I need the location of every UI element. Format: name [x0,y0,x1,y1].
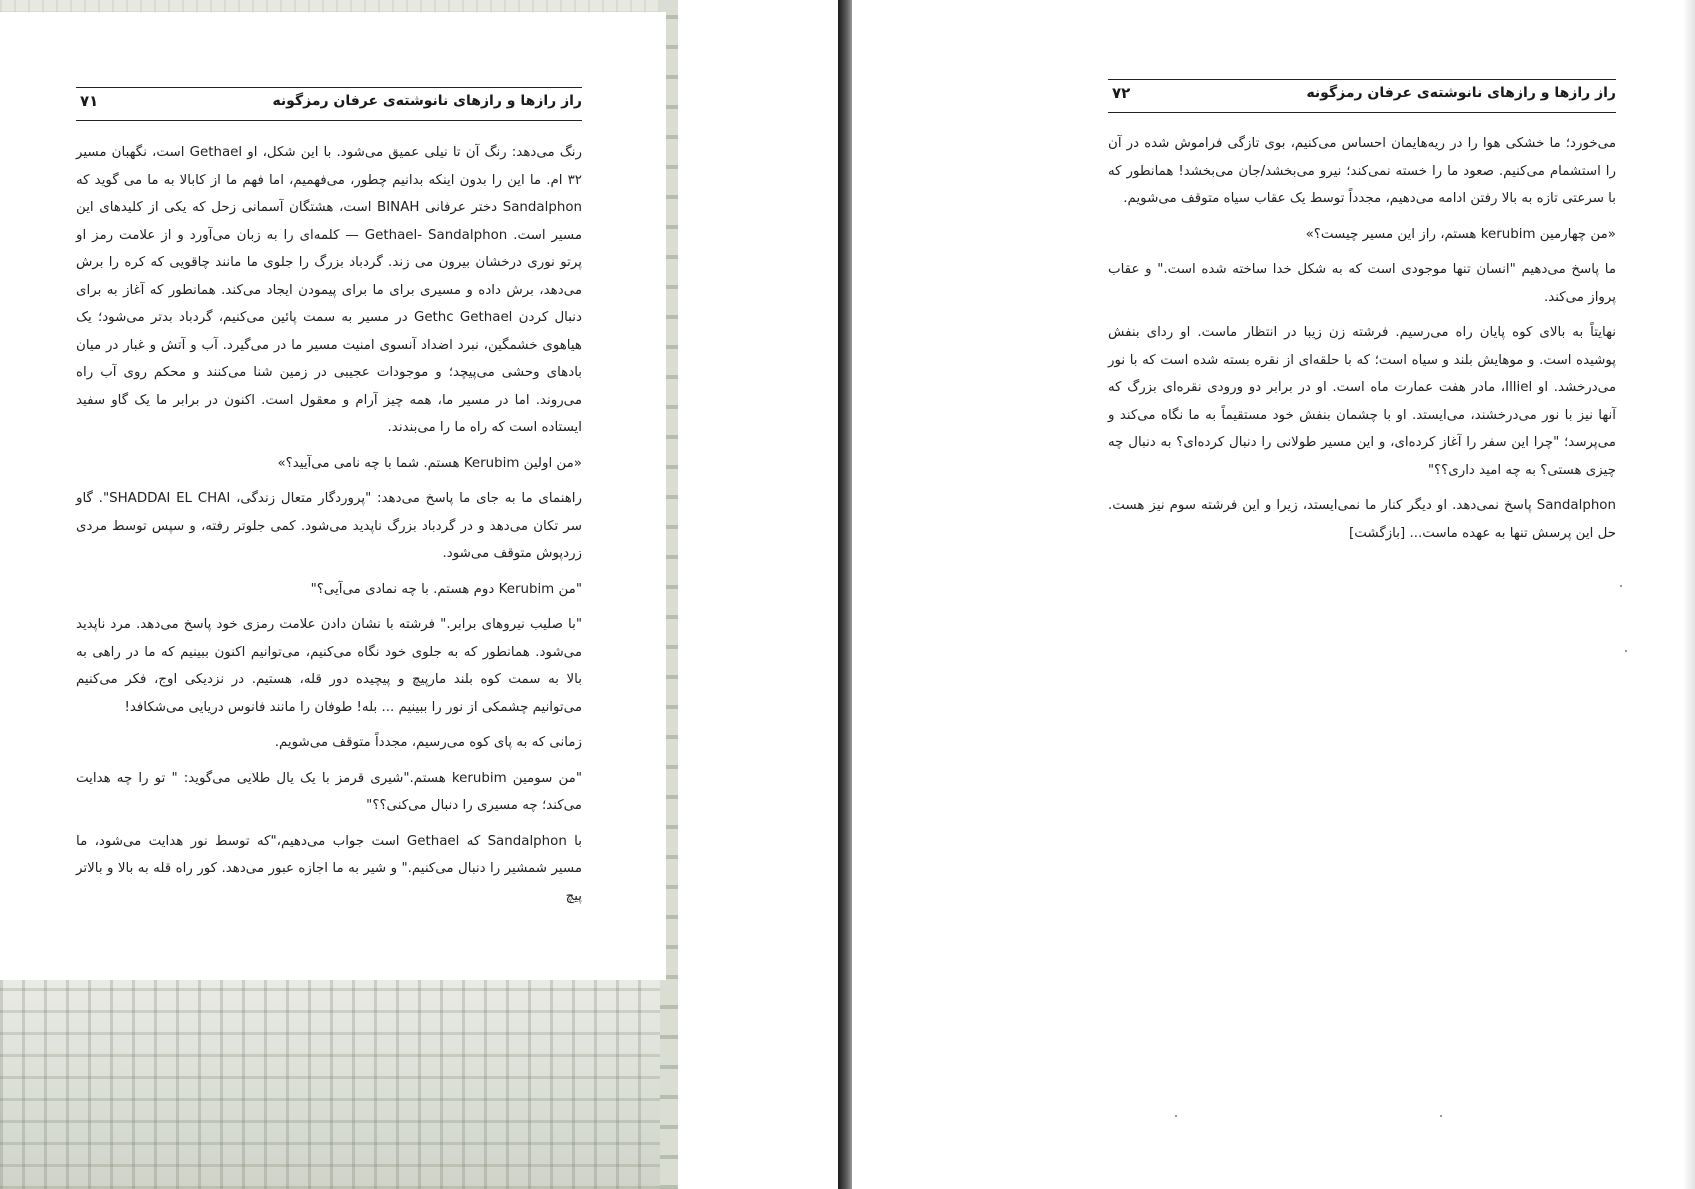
scan-speck [1440,1115,1442,1117]
left-header-title: راز رازها و رازهای نانوشته‌ی عرفان رمزگونه [272,93,582,109]
paragraph: رنگ می‌دهد: رنگ آن تا نیلی عمیق می‌شود. با این شکل، او Gethael است، نگهبان مسیر ۳۲ ام. ما این را بدون اینکه بدانیم چطور، می‌فهمیم، اما فهم ما از کابالا به ما می گوید که Sandalphon دختر عرفانی BINAH است، هشتگان آسمانی زحل که یکی از کلیدهای این مسیر است. Gethael- Sandalphon — کلمه‌ای را به زبان می‌آورد و از علامت رمز او پرتو نوری درخشان بیرون می زند. گردباد بزرگ را جلوی ما مانند چاقویی که کره را برش می‌دهد، برش داده و مسیری برای ما برای پیمودن ایجاد می‌کند. همانطور که آغاز به برای دنبال کردن Gethc Gethael در مسیر به سمت پائین می‌کنیم، گردباد بدتر می‌شود؛ یک هیاهوی خشمگین، نبرد اضداد آنسوی امنیت مسیر ما در می‌گیرد. آب و آتش و غبار در میان بادهای وحشی می‌پیچد؛ و موجودات عجیبی در زمین شنا می‌کنند و محکم روی آب راه می‌روند. اما در مسیر ما، همه چیز آرام و معقول است. اکنون در برابر ما یک گاو سفید ایستاده است که راه ما را می‌بندند. [76,145,583,435]
paragraph: می‌خورد؛ ما خشکی هوا را در ریه‌هایمان احساس می‌کنیم، بوی تازگی فراموش شده در آن را استشمام می‌کنیم. صعود ما را خسته نمی‌کند؛ نیرو می‌بخشد/جان می‌بخشد! همانطور که با سرعتی تازه به بالا رفتن ادامه می‌دهیم، مجدداً توسط یک عقاب سیاه متوقف می‌شویم. [1108,136,1616,206]
scan-speck [1620,585,1622,587]
paragraph: «من اولین Kerubim هستم. شما با چه نامی می‌آیید؟» [277,455,582,471]
right-page-header [1108,79,1616,113]
right-page-body [1108,130,1616,555]
left-page-body [76,139,582,918]
right-page-edge [1683,0,1695,1189]
paragraph: "من سومین kerubim هستم."شیری قرمز با یک یال طلایی می‌گوید: " تو را چه هدایت می‌کند؛ چه مسیری را دنبال می‌کنی؟؟" [76,770,582,813]
paragraph: «من چهارمین kerubim هستم، راز این مسیر چیست؟» [1305,226,1616,242]
paragraph: راهنمای ما به جای ما پاسخ می‌دهد: "پروردگار متعال زندگی، SHADDAI EL CHAI". گاو سر تکان می‌دهد و در گردباد بزرگ ناپدید می‌شود. کمی جلوتر رفته، و سپس توسط مردی زردپوش متوقف می‌شود. [76,491,582,561]
paragraph: "من Kerubim دوم هستم. با چه نمادی می‌آیی؟" [310,581,582,597]
right-page-number: ۷۲ [1112,84,1131,102]
paragraph: ما پاسخ می‌دهیم "انسان تنها موجودی است که به شکل خدا ساخته شده است." و عقاب پرواز می‌کند. [1108,262,1616,305]
paragraph: با Sandalphon که Gethael است جواب می‌دهیم،"که توسط نور هدایت می‌شود، ما مسیر شمشیر را دنبال می‌کنیم." و شیر به ما اجازه عبور می‌دهد. کور راه قله به بالا و بالاتر پیچ [76,833,582,904]
paragraph: نهایتاً به بالای کوه پایان راه می‌رسیم. فرشته زن زیبا در انتظار ماست. او ردای بنفش پوشیده است. و موهایش بلند و سیاه است؛ که با حلقه‌ای از نقره بسته شده است که با نور می‌درخشد. او Illiel، مادر هفت عمارت ماه است. او در برابر دو ورودی نقره‌ای بزرگ که آنها نیز با نور می‌درخشند، می‌ایستد. او با چشمان بنفش خود مستقیماً به ما نگاه می‌کند و می‌پرسد؛ "چرا این سفر را آغاز کرده‌ای، و این مسیر طولانی را دنبال کرده‌ای؟ به دنبال چه چیزی هستی؟ به چه امید داری؟؟" [1108,325,1616,478]
left-page-header [76,87,582,121]
paragraph: "با صلیب نیروهای برابر." فرشته با نشان دادن علامت رمزی خود پاسخ می‌دهد. مرد ناپدید می‌شود. همانطور که به جلوی خود نگاه می‌کنیم، می‌توانیم اکنون ببینیم که ما در راهی به بالا به سمت کوه بلند مارپیچ و پیچیده دور قله، هستیم. در نزدیکی اوج، فکر می‌کنیم می‌توانیم چشمکی از نور را ببینیم ... بله! طوفان را مانند فانوس دریایی می‌شکافد! [76,617,582,715]
book-gutter [838,0,852,1189]
scan-speck [1175,1115,1177,1117]
paragraph: Sandalphon پاسخ نمی‌دهد. او دیگر کنار ما نمی‌ایستد، زیرا و این فرشته سوم نیز هست. حل این پرسش تنها به عهده ماست... [بازگشت] [1108,498,1616,541]
right-header-title: راز رازها و رازهای نانوشته‌ی عرفان رمزگونه [1306,85,1616,101]
paragraph: زمانی که به پای کوه می‌رسیم، مجدداً متوقف می‌شویم. [274,735,582,750]
scan-speck [1625,650,1627,652]
gutter-space [678,0,838,1189]
left-page-number: ۷۱ [80,92,99,110]
left-scan-bottom-texture [0,980,678,1189]
